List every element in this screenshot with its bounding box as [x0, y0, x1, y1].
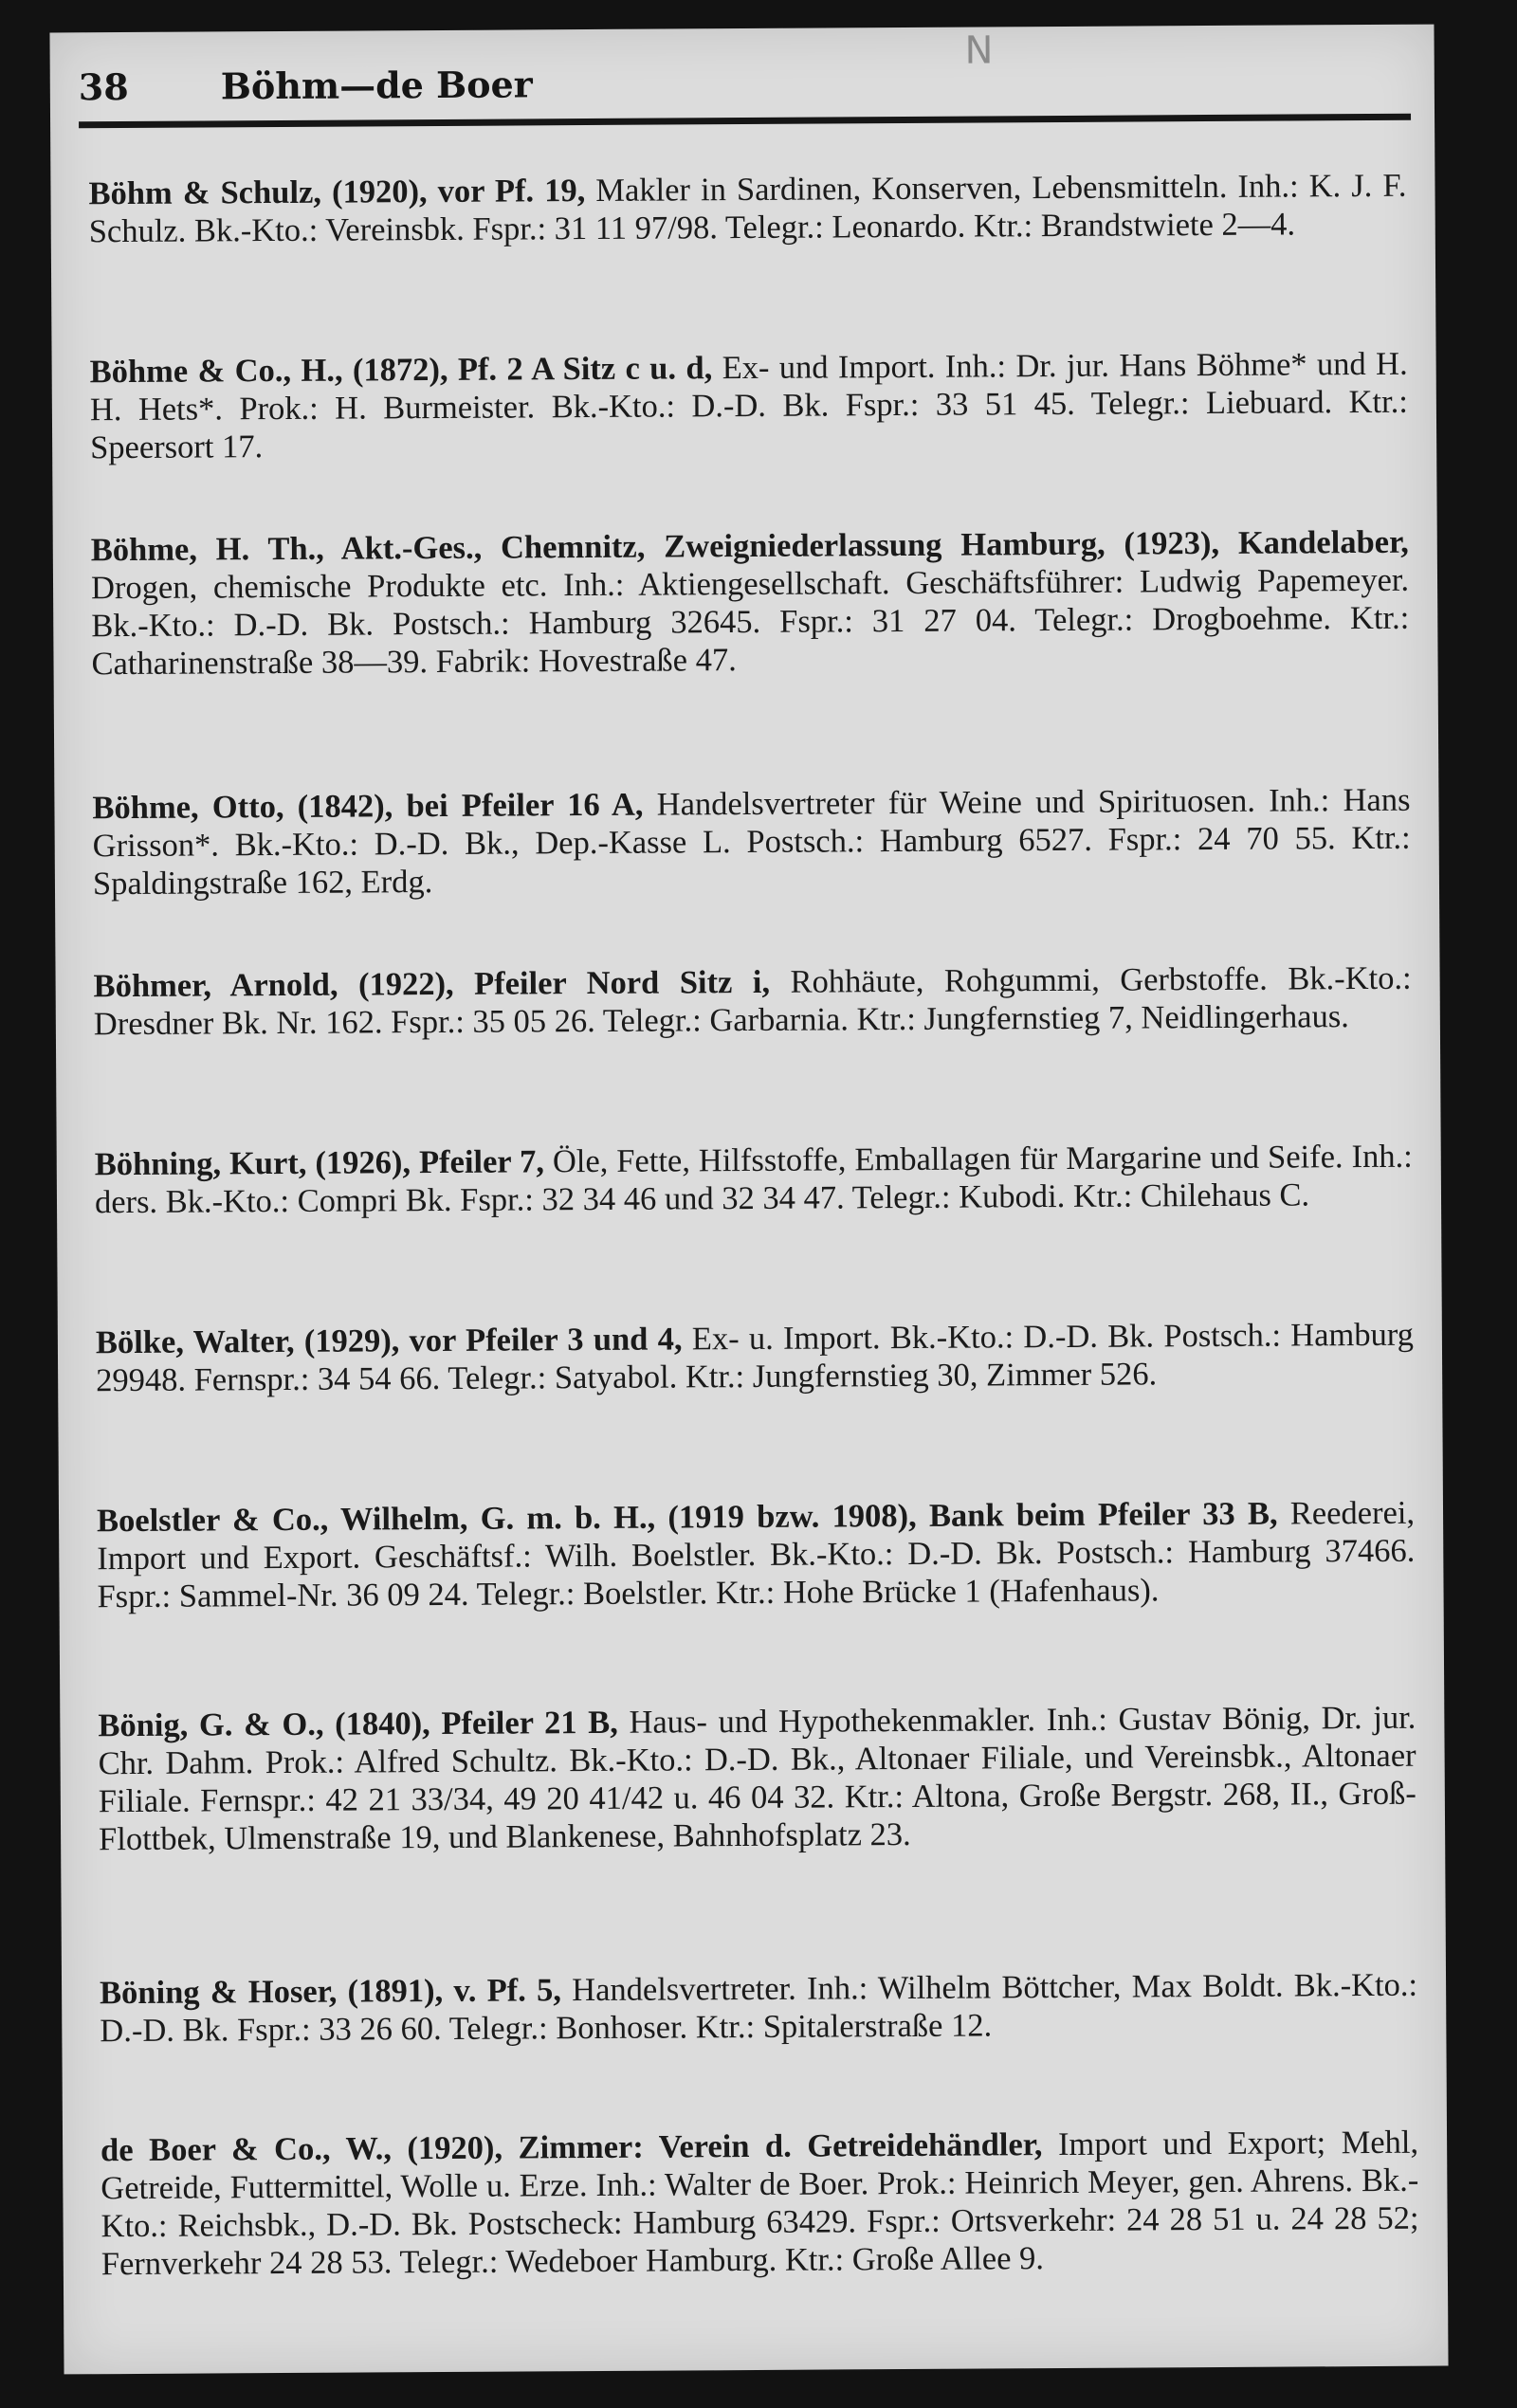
directory-entry [97, 1494, 1416, 1615]
entry-name: Böhning, Kurt, (1926), Pfeiler 7, [94, 1143, 545, 1183]
directory-entry [96, 1316, 1414, 1399]
entry-name: Böhme, H. Th., Akt.-Ges., Chemnitz, Zweigniederlassung Hamburg, (1923), Kandelaber, [90, 523, 1409, 569]
entry-text: Handelsvertreter. Inh.: Wilhelm Böttcher, Max Boldt. Bk.-Kto.: D.-D. Bk. Fspr.: 33 26 60. Telegr.: Bonhoser. Ktr.: Spitalerstraße 12. [100, 1966, 1418, 2050]
header-rule [79, 114, 1411, 129]
entry-text: Ex- und Import. Inh.: Dr. jur. Hans Böhme* und H. H. Hets*. Prok.: H. Burmeister. Bk.-Kto.: D.-D. Bk. Fspr.: 33 51 45. Telegr.: Liebuard. Ktr.: Speersort 17. [89, 345, 1408, 466]
entry-name: Böning & Hoser, (1891), v. Pf. 5, [99, 1972, 562, 2012]
directory-entry [92, 781, 1411, 903]
pencil-mark: N [964, 28, 994, 73]
entry-name: Boelstler & Co., Wilhelm, G. m. b. H., (1919 bzw. 1908), Bank beim Pfeiler 33 B, [96, 1495, 1278, 1540]
entry-name: Böhme & Co., H., (1872), Pf. 2 A Sitz c u. d, [89, 350, 713, 391]
directory-entry [91, 523, 1410, 683]
running-title: Böhm—de Boer [220, 63, 533, 108]
directory-entry [93, 959, 1411, 1043]
entry-text: Drogen, chemische Produkte etc. Inh.: Aktiengesellschaft. Geschäftsführer: Ludwig Papemeyer. Bk.-Kto.: D.-D. Bk. Postsch.: Hamburg 32645. Fspr.: 31 27 04. Telegr.: Drogboehme. Ktr.: Catharinenstraße 38—39. Fabrik: Hovestraße 47. [90, 561, 1410, 683]
directory-entry [98, 1699, 1416, 1858]
entry-text: Rohhäute, Rohgummi, Gerbstoffe. Bk.-Kto.: Dresdner Bk. Nr. 162. Fspr.: 35 05 26. Telegr.: Garbarnia. Ktr.: Jungfernstieg 7, Neidlingerhaus. [93, 959, 1412, 1043]
entry-text: Ex- u. Import. Bk.-Kto.: D.-D. Bk. Postsch.: Hamburg 29948. Fernspr.: 34 54 66. Telegr.: Satyabol. Ktr.: Jungfernstieg 30, Zimmer 526. [96, 1316, 1415, 1399]
entry-name: Böhmer, Arnold, (1922), Pfeiler Nord Sitz i, [93, 963, 771, 1005]
entry-text: Handelsvertreter für Weine und Spirituosen. Inh.: Hans Grisson*. Bk.-Kto.: D.-D. Bk., Dep.-Kasse L. Postsch.: Hamburg 6527. Fspr.: 24 70 55. Ktr.: Spaldingstraße 162, Erdg. [92, 781, 1411, 903]
entry-name: Bönig, G. & O., (1840), Pfeiler 21 B, [98, 1704, 618, 1744]
entry-name: de Boer & Co., W., (1920), Zimmer: Verein d. Getreidehändler, [100, 2126, 1043, 2169]
directory-entry [100, 1966, 1417, 2050]
paper-sheet [49, 25, 1448, 2375]
page-header [79, 63, 533, 108]
entry-name: Böhme, Otto, (1842), bei Pfeiler 16 A, [92, 786, 644, 827]
entry-text: Reederei, Import und Export. Geschäftsf.: Wilh. Boelstler. Bk.-Kto.: D.-D. Bk. Postsch.: Hamburg 37466. Fspr.: Sammel-Nr. 36 09 24. Telegr.: Boelstler. Ktr.: Hohe Brücke 1 (Hafenhaus). [97, 1494, 1416, 1615]
entry-text: Import und Export; Mehl, Getreide, Futtermittel, Wolle u. Erze. Inh.: Walter de Boer. Prok.: Heinrich Meyer, gen. Ahrens. Bk.-Kto.: Reichsbk., D.-D. Bk. Postscheck: Hamburg 63429. Fspr.: Ortsverkehr: 24 28 51 u. 24 28 52; Fernverkehr 24 28 53. Telegr.: Wedeboer Hamburg. Ktr.: Große Allee 9. [101, 2124, 1419, 2283]
directory-entry [88, 167, 1406, 250]
directory-entry [95, 1138, 1413, 1221]
entry-name: Böhm & Schulz, (1920), vor Pf. 19, [88, 173, 586, 212]
entry-text: Haus- und Hypothekenmakler. Inh.: Gustav Bönig, Dr. jur. Chr. Dahm. Prok.: Alfred Schultz. Bk.-Kto.: D.-D. Bk., Altonaer Filiale, und Vereinsbk., Altonaer Filiale. Fernspr.: 42 21 33/34, 49 20 41/42 u. 46 04 32. Ktr.: Altona, Große Bergstr. 268, II., Groß-Flottbek, Ulmenstraße 19, und Blankenese, Bahnhofsplatz 23. [98, 1699, 1416, 1858]
directory-entry [101, 2124, 1419, 2283]
entry-name: Bölke, Walter, (1929), vor Pfeiler 3 und 4, [95, 1321, 683, 1361]
page-number: 38 [78, 64, 129, 109]
entry-text: Öle, Fette, Hilfsstoffe, Emballagen für Margarine und Seife. Inh.: ders. Bk.-Kto.: Compri Bk. Fspr.: 32 34 46 und 32 34 47. Telegr.: Kubodi. Ktr.: Chilehaus C. [94, 1138, 1413, 1221]
directory-entry [90, 345, 1409, 466]
entry-text: Makler in Sardinen, Konserven, Lebensmitteln. Inh.: K. J. F. Schulz. Bk.-Kto.: Vereinsbk. Fspr.: 31 11 97/98. Telegr.: Leonardo. Ktr.: Brandstwiete 2—4. [88, 167, 1407, 250]
